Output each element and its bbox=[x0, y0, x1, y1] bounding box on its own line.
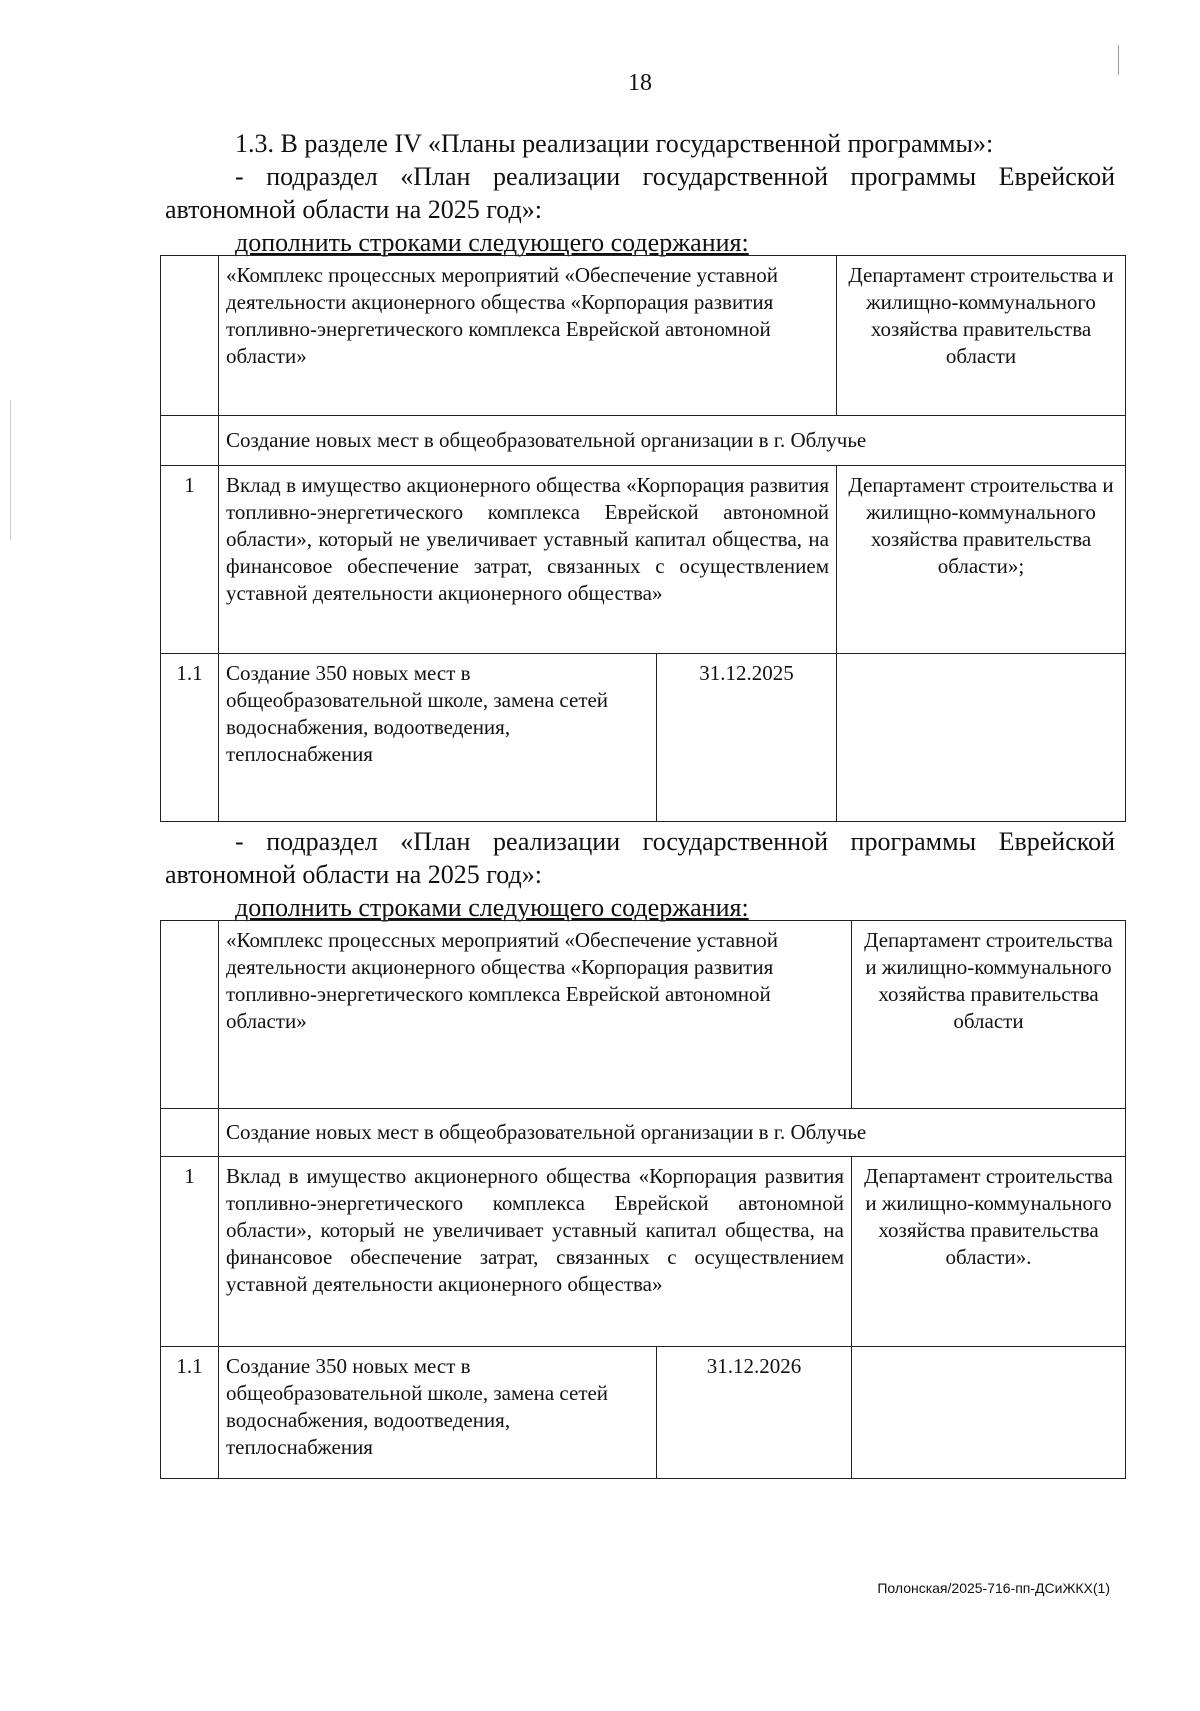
activity-cell: Вклад в имущество акционерного общества «Корпорация развития топливно-энергетического комплекса Еврейской автономной области», который не увеличивает уставный капитал общества, на финансовое обеспечение затрат, связанных с осуществлением уставной деятельности акционерного общества» bbox=[219, 1157, 852, 1347]
plan-table-1 bbox=[160, 255, 1126, 822]
table-row bbox=[161, 921, 1126, 1109]
subsection-1-title: - подраздел «План реализации государственной программы Еврейской автономной области на 2025 год»: bbox=[165, 162, 1115, 224]
number-cell bbox=[161, 256, 219, 416]
responsible-cell: Департамент строительства и жилищно-коммунального хозяйства правительства области bbox=[837, 256, 1126, 416]
table-row bbox=[161, 416, 1126, 466]
responsible-cell: Департамент строительства и жилищно-коммунального хозяйства правительства области»; bbox=[837, 466, 1126, 654]
responsible-cell: Департамент строительства и жилищно-коммунального хозяйства правительства области». bbox=[852, 1157, 1126, 1347]
row-number: 1.1 bbox=[161, 1347, 219, 1479]
number-cell bbox=[161, 1109, 219, 1157]
complex-title-cell: «Комплекс процессных мероприятий «Обеспечение уставной деятельности акционерного общества «Корпорация развития топливно-энергетического комплекса Еврейской автономной области» bbox=[219, 256, 837, 416]
number-cell bbox=[161, 416, 219, 466]
row-number: 1 bbox=[161, 466, 219, 654]
row-number: 1 bbox=[161, 1157, 219, 1347]
table-row bbox=[161, 1347, 1126, 1479]
add-rows-instruction-2: дополнить строками следующего содержания: bbox=[235, 893, 749, 922]
section-title-cell: Создание новых мест в общеобразовательной организации в г. Облучье bbox=[219, 416, 1126, 466]
table-row bbox=[161, 654, 1126, 822]
plan-table-2 bbox=[160, 920, 1126, 1479]
document-reference: Полонская/2025-716-пп-ДСиЖКХ(1) bbox=[877, 1580, 1110, 1596]
page-number: 18 bbox=[628, 70, 652, 96]
section-heading: 1.3. В разделе IV «Планы реализации государственной программы»: bbox=[235, 129, 994, 158]
table-row bbox=[161, 1157, 1126, 1347]
number-cell bbox=[161, 921, 219, 1109]
table-row bbox=[161, 1109, 1126, 1157]
scan-artifact bbox=[1118, 45, 1119, 75]
responsible-cell: Департамент строительства и жилищно-коммунального хозяйства правительства области bbox=[852, 921, 1126, 1109]
result-cell: Создание 350 новых мест в общеобразовательной школе, замена сетей водоснабжения, водоотведения, теплоснабжения bbox=[219, 654, 657, 822]
table-row bbox=[161, 256, 1126, 416]
complex-title-cell: «Комплекс процессных мероприятий «Обеспечение уставной деятельности акционерного общества «Корпорация развития топливно-энергетического комплекса Еврейской автономной области» bbox=[219, 921, 852, 1109]
date-cell: 31.12.2026 bbox=[657, 1347, 852, 1479]
subsection-2-title: - подраздел «План реализации государственной программы Еврейской автономной области на 2025 год»: bbox=[165, 827, 1115, 889]
date-cell: 31.12.2025 bbox=[657, 654, 837, 822]
empty-cell bbox=[837, 654, 1126, 822]
empty-cell bbox=[852, 1347, 1126, 1479]
section-title-cell: Создание новых мест в общеобразовательной организации в г. Облучье bbox=[219, 1109, 1126, 1157]
activity-cell: Вклад в имущество акционерного общества «Корпорация развития топливно-энергетического комплекса Еврейской автономной области», который не увеличивает уставный капитал общества, на финансовое обеспечение затрат, связанных с осуществлением уставной деятельности акционерного общества» bbox=[219, 466, 837, 654]
table-row bbox=[161, 466, 1126, 654]
scan-artifact bbox=[10, 400, 11, 540]
add-rows-instruction-1: дополнить строками следующего содержания: bbox=[235, 228, 749, 257]
row-number: 1.1 bbox=[161, 654, 219, 822]
result-cell: Создание 350 новых мест в общеобразовательной школе, замена сетей водоснабжения, водоотведения, теплоснабжения bbox=[219, 1347, 657, 1479]
